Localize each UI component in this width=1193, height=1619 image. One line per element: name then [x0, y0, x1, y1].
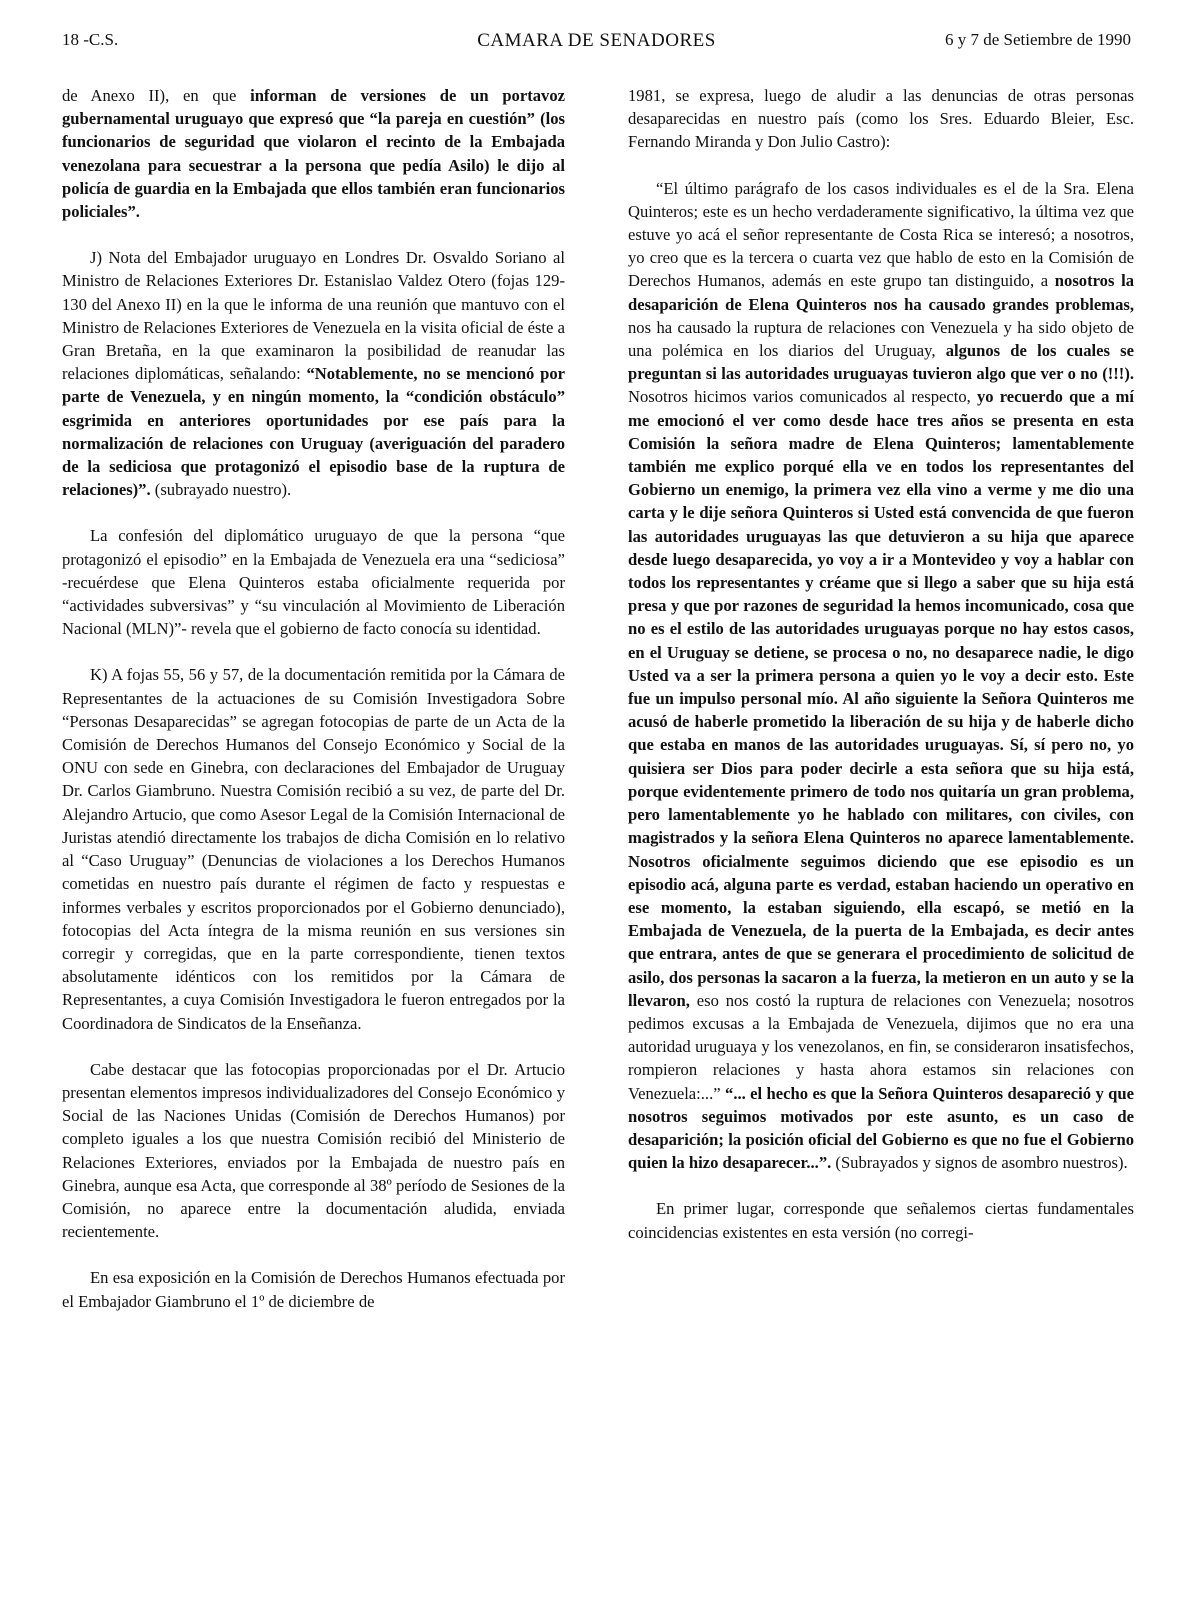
left-column — [62, 84, 565, 1313]
body-text: eso nos costó la ruptura de relaciones con Venezuela; nosotros pedimos excusas a la Embajada de Venezuela, dijimos que no era una autoridad uruguaya y los venezolanos, en fin, se consideraron insatisfechos, rompieron relaciones y hasta ahora estamos sin relaciones con Venezuela:...” — [628, 990, 1134, 1103]
body-text: Cabe destacar que las fotocopias proporcionadas por el Dr. Artucio presentan elementos impresos individualizadores del Consejo Económico y Social de las Naciones Unidas (Comisión de Derechos Humanos) por completo iguales a los que nuestra Comisión recibió del Ministerio de Relaciones Exteriores, enviados por la Embajada de nuestro país en Ginebra, aunque esa Acta, que corresponde al 38º período de Sesiones de la Comisión, no aparece entre la documentación aludida, enviada recientemente. — [62, 1059, 565, 1242]
paragraph — [62, 524, 565, 640]
body-text: La confesión del diplomático uruguayo de que la persona “que protagonizó el episodio” en la Embajada de Venezuela era una “sediciosa” -recuérdese que Elena Quinteros estaba oficialmente requerida por “actividades subversivas” y “su vinculación al Movimiento de Liberación Nacional (MLN)”- revela que el gobierno de facto conocía su identidad. — [62, 526, 565, 639]
emphasized-text: algunos de los cuales se preguntan si las autoridades uruguayas tuvieron algo que ver o no (!!!). — [628, 341, 1134, 384]
paragraph — [62, 1266, 565, 1312]
publication-title: CAMARA DE SENADORES — [477, 30, 716, 51]
right-column — [628, 84, 1134, 1244]
paragraph — [62, 1058, 565, 1244]
body-text: K) A fojas 55, 56 y 57, de la documentación remitida por la Cámara de Representantes de la actuaciones de su Comisión Investigadora Sobre “Personas Desaparecidas” se agregan fotocopias de parte de un Acta de la Comisión de Derechos Humanos del Consejo Económico y Social de la ONU con sede en Ginebra, con declaraciones del Embajador de Uruguay Dr. Carlos Giambruno. Nuestra Comisión recibió a su vez, de parte del Dr. Alejandro Artucio, que como Asesor Legal de la Comisión Internacional de Juristas atendió directamente los trabajos de dicha Comisión en lo relativo al “Caso Uruguay” (Denuncias de violaciones a los Derechos Humanos cometidas en nuestro país durante el régimen de facto y respuestas e informes verbales y escritos proporcionados por el Gobierno denunciado), fotocopias del Acta íntegra de la misma reunión en sus versiones sin corregir y corregidas, que en la parte correspondiente, tienen textos absolutamente idénticos con los remitidos por la Cámara de Representantes, a cuya Comisión Investigadora le fueron entregados por la Coordinadora de Sindicatos de la Enseñanza. — [62, 665, 565, 1033]
body-text: “El último parágrafo de los casos individuales es el de la Sra. Elena Quinteros; este es un hecho verdaderamente significativo, la última vez que estuve yo acá el señor representante de Costa Rica se interesó; a nosotros, yo creo que es la tercera o cuarta vez que hablo de esto en la Comisión de Derechos Humanos, además en este grupo tan distinguido, a — [628, 178, 1134, 291]
body-text: Nosotros hicimos varios comunicados al respecto, — [628, 387, 977, 407]
quoted-paragraph — [628, 177, 1134, 1175]
body-text: (Subrayados y signos de asombro nuestros). — [831, 1153, 1128, 1173]
emphasized-text: informan de versiones de un portavoz gubernamental uruguayo que expresó que “la pareja en cuestión” (los funcionarios de seguridad que violaron el recinto de la Embajada venezolana para secuestrar a la persona que pedía Asilo) le dijo al policía de guardia en la Embajada que ellos también eran funcionarios policiales”. — [62, 86, 565, 222]
paragraph — [62, 246, 565, 501]
paragraph — [628, 84, 1134, 154]
page-number: 18 -C.S. — [62, 30, 119, 49]
paragraph — [62, 84, 565, 223]
page-header — [62, 30, 1131, 60]
body-text: En primer lugar, corresponde que señalemos ciertas fundamentales coincidencias existentes en esta versión (no corregi- — [628, 1199, 1134, 1242]
emphasized-text: “Notablemente, no se mencionó por parte de Venezuela, y en ningún momento, la “condición obstáculo” esgrimida en anteriores oportunidades por ese país para la normalización de relaciones con Uruguay (averiguación del paradero de la sediciosa que protagonizó el episodio base de la ruptura de relaciones)”. — [62, 364, 566, 500]
emphasized-text: yo recuerdo que a mí me emocionó el ver como desde hace tres años se presenta en esta Comisión la señora madre de Elena Quinteros; lamentablemente también me explico porqué ella ve en todos los representantes del Gobierno un enemigo, la primera vez ella vino a verme y me dio una carta y le dije señora Quinteros si Usted está convencida de que fueron las autoridades uruguayas las que detuvieron a su hija que aparece desde luego desaparecida, yo voy a ir a Montevideo y voy a hablar con todos los representantes y créame que si llego a saber que su hija está presa y que por razones de seguridad la hemos incomunicado, cosa que no es el estilo de las autoridades uruguayas porque no hay estos casos, en el Uruguay se detiene, se procesa o no, no desaparece nadie, le digo Usted va a ser la primera persona a quien yo le voy a decir esto. Este fue un impulso personal mío. Al año siguiente la Señora Quinteros me acusó de haberle prometido la liberación de su hija y de haberle dicho que estaba en manos de las autoridades uruguayas. Sí, sí pero no, yo quisiera ser Dios para poder decirle a esta señora que su hija está, porque evidentemente primero de todo nos quitaría un gran problema, pero lamentablemente yo he hablado con militares, con civiles, con magistrados y la señora Elena Quinteros no aparece lamentablemente. Nosotros oficialmente seguimos diciendo que ese episodio es un episodio acá, alguna parte es verdad, estaban haciendo un operativo en ese momento, la estaban siguiendo, ella escapó, se metió en la Embajada de Venezuela, de la puerta de la Embajada, es decir antes que entrara, antes de que se generara el procedimiento de solicitud de asilo, dos personas la sacaron a la fuerza, la metieron en un auto y se la llevaron, — [628, 387, 1134, 1010]
paragraph — [628, 1197, 1134, 1243]
body-text: (subrayado nuestro). — [150, 480, 292, 500]
body-text: nos ha causado la ruptura de relaciones con Venezuela y ha sido objeto de una polémica en los diarios del Uruguay, — [628, 317, 1134, 361]
body-text: En esa exposición en la Comisión de Derechos Humanos efectuada por el Embajador Giambruno el 1º de diciembre de — [62, 1268, 565, 1311]
session-date: 6 y 7 de Setiembre de 1990 — [944, 30, 1131, 49]
emphasized-text: “... el hecho es que la Señora Quinteros desapareció y que nosotros seguimos motivados por este asunto, es un caso de desaparición; la posición oficial del Gobierno es que no fue el Gobierno quien la hizo desaparecer...”. — [628, 1083, 1135, 1173]
body-text: 1981, se expresa, luego de aludir a las denuncias de otras personas desaparecidas en nuestro país (como los Sres. Eduardo Bleier, Esc. Fernando Miranda y Don Julio Castro): — [628, 86, 1134, 152]
paragraph — [62, 663, 565, 1034]
emphasized-text: nosotros la desaparición de Elena Quinteros nos ha causado grandes problemas, — [628, 271, 1134, 314]
body-text: de Anexo II), en que — [62, 86, 251, 105]
body-text: J) Nota del Embajador uruguayo en Londres Dr. Osvaldo Soriano al Ministro de Relaciones Exteriores Dr. Estanislao Valdez Otero (fojas 129-130 del Anexo II) en la que le informa de una reunión que mantuvo con el Ministro de Relaciones Exteriores de Venezuela en la visita oficial de éste a Gran Bretaña, en la que examinaron la posibilidad de reanudar las relaciones diplomáticas, señalando: — [62, 248, 565, 384]
